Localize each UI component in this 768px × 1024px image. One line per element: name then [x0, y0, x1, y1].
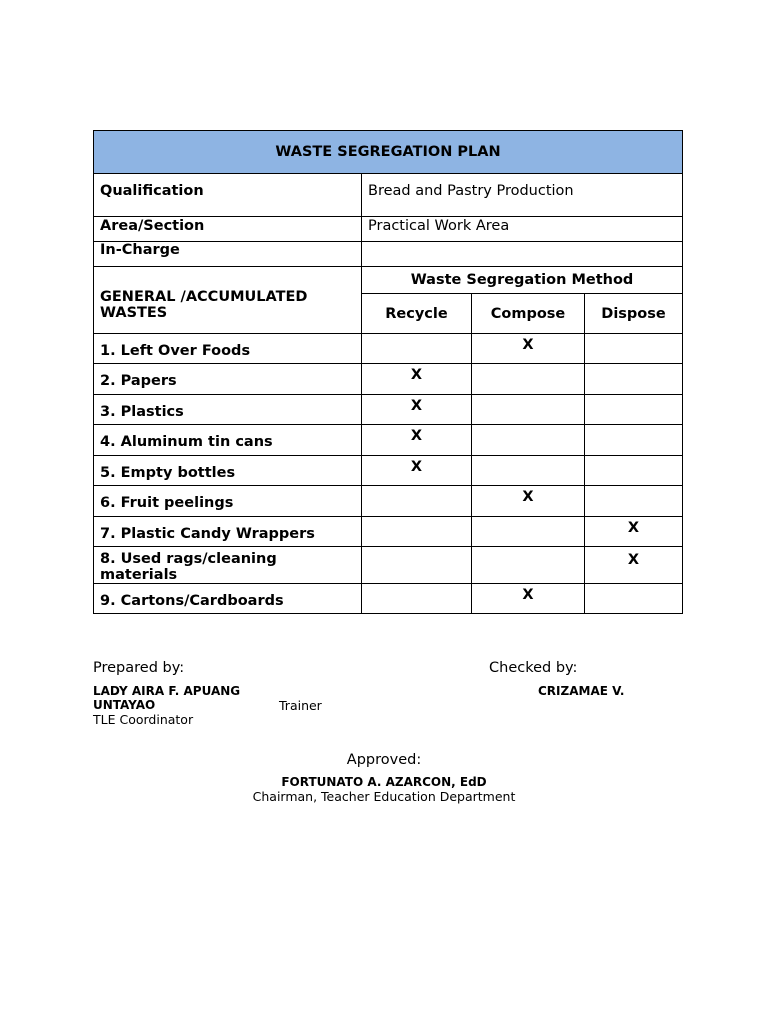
approved-by-name: FORTUNATO A. AZARCON, EdD [281, 775, 487, 789]
recycle-mark: X [362, 364, 472, 395]
compose-mark: X [472, 584, 585, 614]
dispose-mark [585, 364, 683, 395]
checked-by-label: Checked by: [489, 660, 578, 676]
recycle-mark [362, 547, 472, 584]
recycle-mark [362, 486, 472, 517]
table-row [94, 334, 683, 364]
prepared-by-name-line2: UNTAYAO [93, 698, 156, 712]
compose-mark: X [472, 486, 585, 517]
recycle-mark [362, 517, 472, 547]
recycle-mark [362, 584, 472, 614]
waste-item-name: 3. Plastics [94, 395, 362, 425]
table-row [94, 547, 683, 584]
table-row [94, 364, 683, 395]
recycle-mark: X [362, 425, 472, 456]
area-value: Practical Work Area [362, 217, 683, 242]
dispose-mark [585, 456, 683, 486]
prepared-by-name-line1: LADY AIRA F. APUANG [93, 684, 241, 698]
recycle-mark: X [362, 456, 472, 486]
in-charge-value [362, 242, 683, 267]
table-row [94, 486, 683, 517]
area-label: Area/Section [94, 217, 362, 242]
dispose-mark [585, 334, 683, 364]
waste-item-name: 1. Left Over Foods [94, 334, 362, 364]
waste-item-name: 2. Papers [94, 364, 362, 395]
table-row [94, 425, 683, 456]
recycle-mark: X [362, 395, 472, 425]
compose-mark [472, 395, 585, 425]
dispose-mark [585, 395, 683, 425]
compose-mark: X [472, 334, 585, 364]
table-row [94, 395, 683, 425]
waste-item-name: 7. Plastic Candy Wrappers [94, 517, 362, 547]
compose-mark [472, 547, 585, 584]
column-header-compose: Compose [472, 294, 585, 334]
table-row [94, 456, 683, 486]
method-header: Waste Segregation Method [362, 267, 683, 294]
dispose-mark [585, 425, 683, 456]
general-wastes-label: GENERAL /ACCUMULATED WASTES [94, 267, 362, 334]
dispose-mark: X [585, 547, 683, 584]
compose-mark [472, 517, 585, 547]
dispose-mark: X [585, 517, 683, 547]
compose-mark [472, 364, 585, 395]
qualification-value: Bread and Pastry Production [362, 174, 683, 217]
waste-item-name: 8. Used rags/cleaning materials [94, 547, 362, 584]
qualification-label: Qualification [94, 174, 362, 217]
waste-item-name: 4. Aluminum tin cans [94, 425, 362, 456]
waste-segregation-table [93, 130, 683, 614]
prepared-by-role: Trainer [279, 698, 322, 713]
waste-item-name: 9. Cartons/Cardboards [94, 584, 362, 614]
approved-by-position: Chairman, Teacher Education Department [252, 789, 516, 804]
prepared-by-label: Prepared by: [93, 660, 185, 676]
approved-label: Approved: [346, 752, 422, 768]
checked-by-name: CRIZAMAE V. [538, 684, 625, 698]
table-row [94, 584, 683, 614]
column-header-recycle: Recycle [362, 294, 472, 334]
recycle-mark [362, 334, 472, 364]
table-row [94, 517, 683, 547]
waste-item-name: 5. Empty bottles [94, 456, 362, 486]
dispose-mark [585, 486, 683, 517]
waste-item-name: 6. Fruit peelings [94, 486, 362, 517]
column-header-dispose: Dispose [585, 294, 683, 334]
dispose-mark [585, 584, 683, 614]
compose-mark [472, 456, 585, 486]
table-title: WASTE SEGREGATION PLAN [94, 131, 683, 174]
in-charge-label: In-Charge [94, 242, 362, 267]
prepared-by-position: TLE Coordinator [93, 712, 194, 727]
compose-mark [472, 425, 585, 456]
